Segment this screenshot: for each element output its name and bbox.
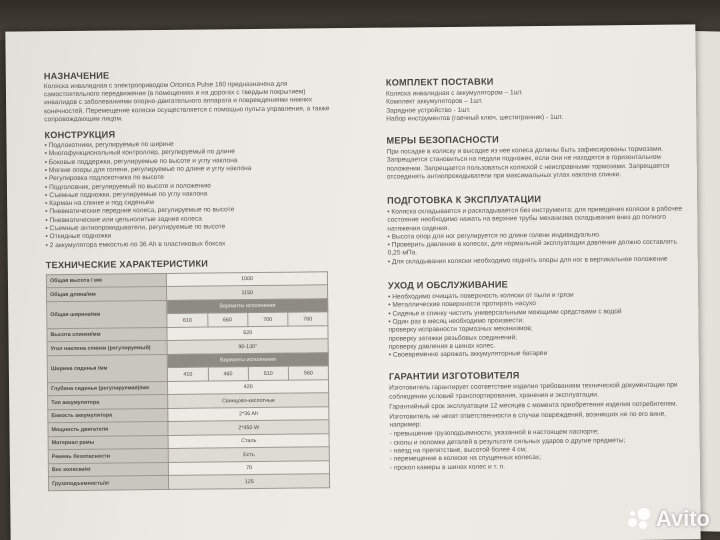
- construction-heading: КОНСТРУКЦИЯ: [44, 129, 116, 141]
- variant-value: 700: [247, 313, 287, 327]
- care-heading: УХОД И ОБСЛУЖИВАНИЕ: [387, 279, 509, 291]
- spec-value: 70: [169, 461, 330, 476]
- list-item: • Один раз в месяц необходимо произвести:: [388, 315, 688, 326]
- right-column: [386, 75, 690, 485]
- list-item: • Высота опор для ног регулируется по длине голени индивидуально.: [387, 230, 687, 241]
- list-item: - перемещение в коляске на спущенных колесах;: [390, 453, 690, 464]
- purpose-heading: НАЗНАЧЕНИЕ: [43, 70, 110, 82]
- list-item: • Подлокотники, регулируемые по ширине: [44, 139, 334, 150]
- spec-value: 520: [167, 326, 328, 341]
- warranty-list: [390, 428, 690, 473]
- spec-value: Есть: [169, 447, 330, 462]
- package-heading: КОМПЛЕКТ ПОСТАВКИ: [385, 76, 494, 88]
- spec-label: Ремень безопасности: [48, 449, 169, 464]
- list-item: • Своевременно заряжать аккумуляторные батареи: [389, 349, 689, 360]
- spec-label: Мощность двигателя: [48, 422, 169, 437]
- variant-value: 410: [168, 367, 208, 381]
- spec-label: Тип аккумулятора: [48, 395, 169, 410]
- list-item: • Многофункциональный контроллер, регулируемый по длине: [45, 147, 335, 158]
- package-list: [386, 88, 686, 124]
- spec-value: 90-130°: [167, 339, 328, 354]
- list-item: • Регулировка подлокотника по высоте: [45, 172, 335, 183]
- list-item: • Подголовник, регулируемый по высоте и положению: [45, 181, 335, 192]
- list-item: • Сиденье и спинку чистить универсальными моющими средствами с водой: [388, 307, 688, 318]
- left-column: [44, 68, 338, 491]
- list-item: - сколы и поломки деталей в результате сильных ударов о другие предметы;: [390, 436, 690, 447]
- list-item: Зарядное устройство - 1шт.: [386, 106, 471, 115]
- spec-value: Сталь: [168, 434, 329, 449]
- spec-label: Ширина сиденья /мм: [47, 354, 168, 382]
- purpose-text: Коляска инвалидная с электроприводом Ortonica Pulse 160 предназначена для самостоятельного передвижения (в помещениях и на дорогах с твердым покрытием) инвалидов с заболеваниями опорно-двигательного аппарата и повреждениями нижних конечностей. Перемещение коляски осуществляется с помощью пульта управления, а также сопровождающим лицом.: [43, 80, 330, 124]
- spec-label: Материал рамы: [48, 435, 169, 450]
- list-item: проверку затяжки резьбовых соединений;: [388, 333, 517, 343]
- warranty-heading: ГАРАНТИИ ИЗГОТОВИТЕЛЯ: [388, 370, 520, 383]
- list-item: • Карман на спинке и под сиденьем: [45, 197, 335, 208]
- spec-label: Высота спинки/мм: [47, 327, 168, 342]
- list-item: - превышение грузоподъемности, указанной в настоящем паспорте;: [390, 428, 690, 439]
- warranty-text-3: Изготовитель не несет ответственности в случае повреждений, возникших не по его вине, например:: [389, 410, 667, 429]
- instruction-sheet: [5, 24, 700, 540]
- avito-logo-icon: [626, 506, 652, 532]
- variants-header: Варианты исполнения: [167, 299, 328, 314]
- spec-value: 2*450 W: [168, 420, 329, 435]
- spec-value: 1150: [167, 285, 328, 300]
- spec-label: Общая ширина/мм: [47, 300, 168, 328]
- list-item: Набор инструментов (гаечный ключ, шестигранник) - 1шт.: [386, 113, 564, 123]
- variant-value: 560: [288, 366, 328, 380]
- list-item: • Пневматические или цельнолитые задние колеса: [45, 214, 335, 225]
- spec-label: Общая высота / мм: [46, 273, 167, 288]
- spec-label: Угол наклона спинки (регулируемый): [47, 341, 168, 356]
- list-item: • Пневматические передние колеса, регулируемые по высоте: [45, 206, 335, 217]
- spec-label: Вес коляски/кг: [48, 462, 169, 477]
- variants-header: Варианты исполнения: [168, 353, 329, 368]
- list-item: - прокол камеры в шинах колес и т. п.: [390, 461, 690, 472]
- list-item: • Боковые поддержки, регулируемые по высоте и углу наклона: [45, 156, 335, 167]
- safety-text: При посадке в коляску и высадке из нее колеса должны быть зафиксированы тормозами. Запрещается становиться на педали подножек, если они не находятся в горизонтальном положении. Запрещается пользоваться коляской с неисправными тормозами. Запрещается отсоединять антиопрокидыватели при максимальных углах наклона спинки.: [386, 145, 670, 181]
- specs-heading: ТЕХНИЧЕСКИЕ ХАРАКТЕРИСТИКИ: [45, 258, 209, 271]
- list-item: проверку исправности тормозных механизмов;: [388, 325, 533, 334]
- list-item: • Коляска складывается и раскладывается без инструмента: для приведения коляски в рабочее состояние необходимо нажать на верхние трубы механизма складывания вниз до полного натяжения сидения.: [387, 205, 687, 233]
- watermark-text: Avito: [655, 506, 710, 531]
- spec-label: Общая длина/мм: [47, 287, 168, 302]
- list-item: • Откидные подножки: [45, 230, 335, 241]
- variant-value: 460: [208, 367, 248, 381]
- spec-value: 1000: [167, 272, 328, 287]
- spec-label: Глубина сиденья (регулируемая)/мм: [47, 381, 168, 396]
- variant-value: 660: [207, 313, 247, 327]
- variant-value: 510: [248, 367, 288, 381]
- list-item: Коляска инвалидная с аккумулятором – 1шт.: [385, 89, 524, 98]
- preparation-heading: ПОДГОТОВКА К ЭКСПЛУАТАЦИИ: [387, 194, 542, 206]
- list-item: • Съемные антиопрокидыватели, регулируемые по высоте: [45, 222, 335, 233]
- warranty-text-1: Изготовитель гарантирует соответствие изделия требованиям технической документации при соблюдении условий транспортирования, хранения и эксплуатации.: [389, 382, 678, 401]
- variant-value: 610: [167, 313, 207, 327]
- list-item: • Для складывания коляски необходимо поднять опоры для ног в вертикальное положение: [388, 255, 688, 266]
- list-item: • Мягкие опоры для голени, регулируемые по длине и углу наклона: [45, 164, 335, 175]
- safety-heading: МЕРЫ БЕЗОПАСНОСТИ: [386, 134, 499, 146]
- avito-watermark: [626, 506, 710, 532]
- care-list: [388, 291, 689, 361]
- spec-value: 2*36 Ah: [168, 407, 329, 422]
- specs-table: [46, 271, 330, 491]
- preparation-list: [387, 205, 688, 266]
- list-item: проверку давления в шинах колес.: [388, 342, 496, 351]
- construction-list: [44, 139, 335, 250]
- spec-label: Емкость аккумулятора: [48, 408, 169, 423]
- list-item: - наезд на препятствие, высотой более 4 см;: [390, 445, 690, 456]
- list-item: Комплект аккумуляторов – 1шт.: [386, 97, 483, 106]
- spec-value: Свинцово-кислотные: [168, 393, 329, 408]
- spec-value: 420: [168, 380, 329, 395]
- list-item: • Съемные подножки, регулируемые по углу наклона: [45, 189, 335, 200]
- table-row: [48, 474, 329, 490]
- spec-value: 125: [169, 474, 330, 489]
- spec-label: Грузоподъемность/кг: [48, 476, 169, 491]
- list-item: • 2 аккумулятора емкостью по 36 Ah в пластиковых боксах: [46, 239, 336, 250]
- list-item: • Металлические поверхности протирать насухо: [388, 299, 688, 310]
- warranty-text-2: Гарантийный срок эксплуатации 12 месяцев с момента приобретения изделия потребителем.: [389, 400, 678, 411]
- variant-value: 760: [288, 312, 328, 326]
- list-item: • Необходимо очищать поверхность коляски от пыли и грязи: [388, 291, 688, 302]
- list-item: • Проверить давление в колесах, для нормальной эксплуатации давление должно составлять 0,25 мПа.: [388, 239, 688, 259]
